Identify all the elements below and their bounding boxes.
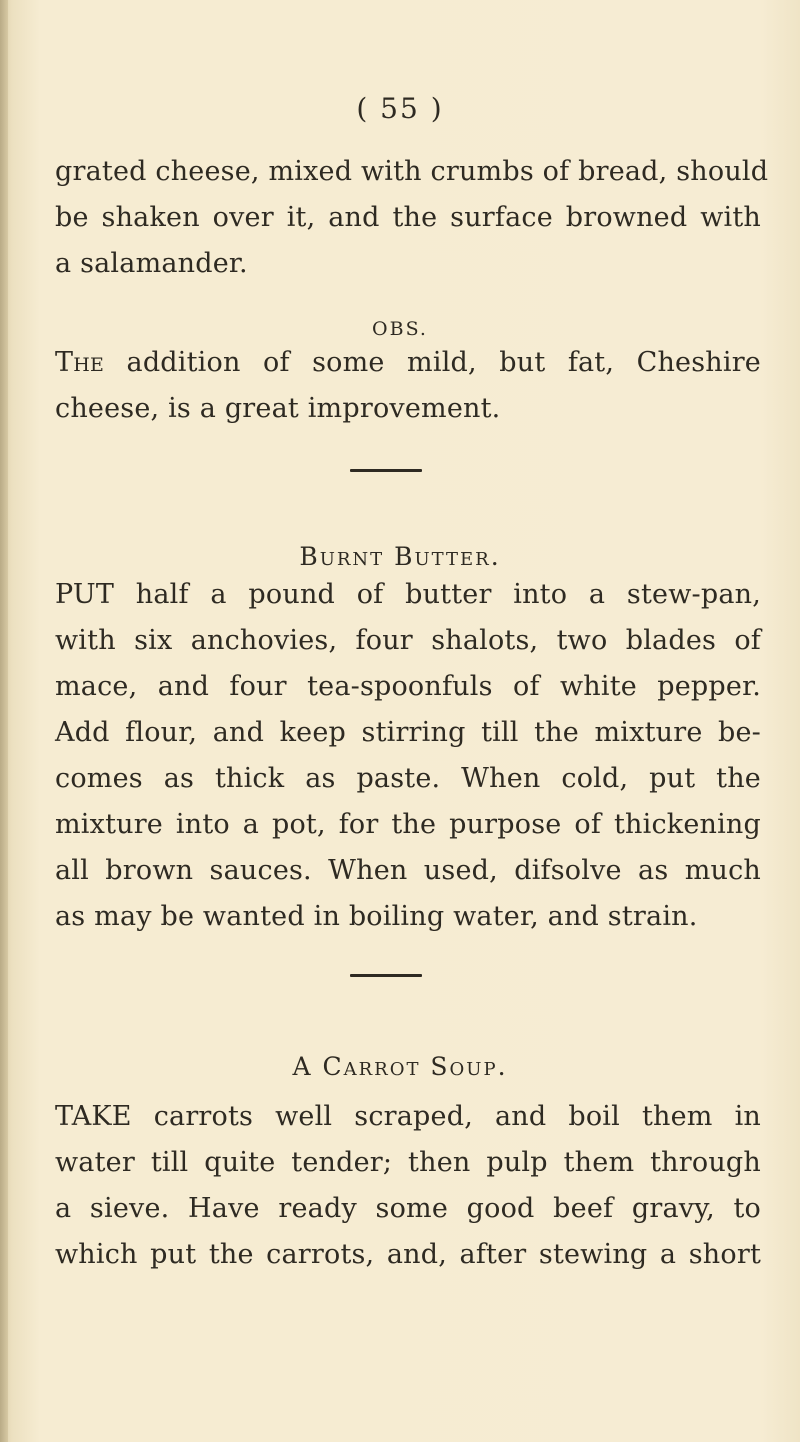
burnt-butter-line-2: with six anchovies, four shalots, two blades of [55, 625, 761, 656]
burnt-butter-line-6: mixture into a pot, for the purpose of thickening [55, 809, 761, 840]
intro-line-3: a salamander. [55, 248, 248, 279]
intro-line-1: grated cheese, mixed with crumbs of bread, should [55, 156, 769, 187]
burnt-butter-line-7: all brown sauces. When used, difsolve as much [55, 855, 761, 886]
obs-line-2: cheese, is a great improvement. [55, 393, 501, 424]
carrot-soup-line-2: water till quite tender; then pulp them through [55, 1147, 761, 1178]
carrot-soup-heading: A Carrot Soup. [292, 1052, 508, 1081]
carrot-soup-line-4: which put the carrots, and, after stewing a short [55, 1239, 761, 1270]
section-divider [350, 469, 422, 472]
page-number: ( 55 ) [356, 92, 444, 125]
section-divider [350, 974, 422, 977]
burnt-butter-line-4: Add flour, and keep stirring till the mixture be- [55, 717, 761, 748]
obs-line-1-text: addition of some mild, but fat, Cheshire [104, 347, 761, 378]
carrot-soup-line-3: a sieve. Have ready some good beef gravy, to [55, 1193, 761, 1224]
obs-line-1 [55, 346, 761, 380]
burnt-butter-line-1: PUT half a pound of butter into a stew-pan, [55, 579, 761, 610]
intro-line-2: be shaken over it, and the surface browned with [55, 202, 761, 233]
carrot-soup-line-1: TAKE carrots well scraped, and boil them in [55, 1101, 761, 1132]
burnt-butter-line-8: as may be wanted in boiling water, and strain. [55, 901, 698, 932]
obs-lead-word: The [55, 347, 105, 378]
obs-label: OBS. [372, 318, 428, 340]
burnt-butter-heading: Burnt Butter. [299, 542, 501, 571]
page-spine-shadow [0, 0, 8, 1442]
burnt-butter-line-3: mace, and four tea-spoonfuls of white pepper. [55, 671, 761, 702]
burnt-butter-line-5: comes as thick as paste. When cold, put the [55, 763, 761, 794]
